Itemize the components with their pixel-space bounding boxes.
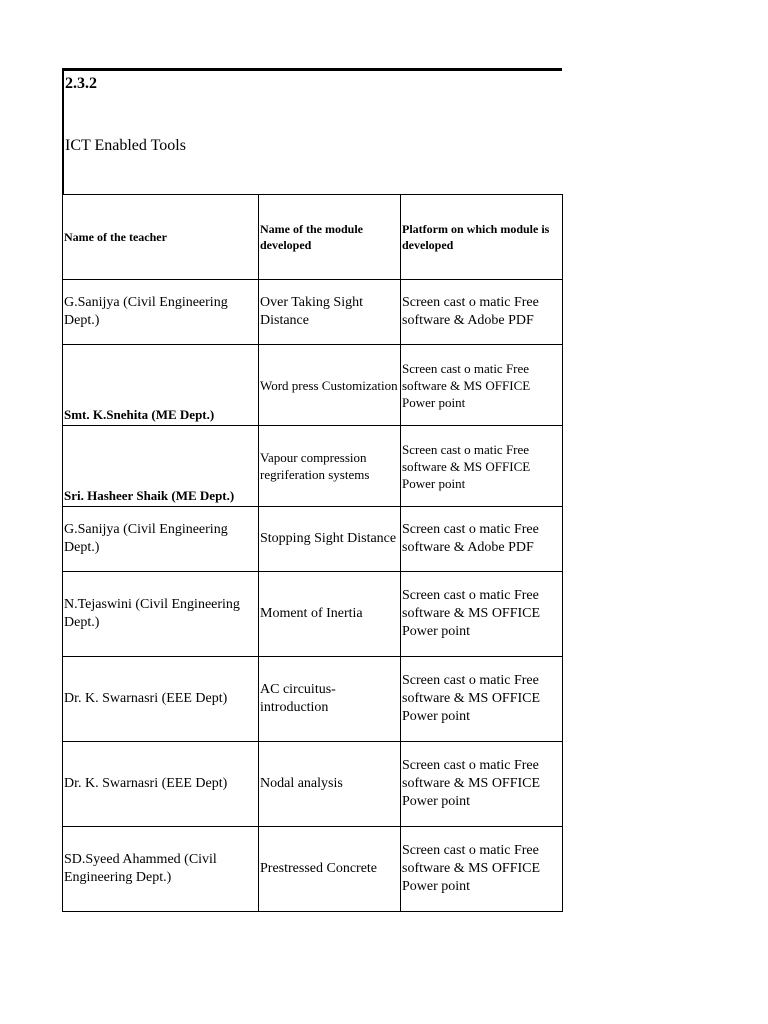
teacher-cell: Dr. K. Swarnasri (EEE Dept) xyxy=(63,657,259,742)
table-row xyxy=(63,572,563,657)
platform-cell: Screen cast o matic Free software & Adobe PDF xyxy=(401,507,563,572)
module-cell: AC circuitus-introduction xyxy=(259,657,401,742)
table-row xyxy=(63,345,563,426)
section-number: 2.3.2 xyxy=(65,75,97,92)
teacher-cell: SD.Syeed Ahammed (Civil Engineering Dept.) xyxy=(63,827,259,912)
teacher-cell: Sri. Hasheer Shaik (ME Dept.) xyxy=(63,426,259,507)
platform-cell: Screen cast o matic Free software & MS OFFICE Power point xyxy=(401,657,563,742)
column-header-teacher: Name of the teacher xyxy=(63,195,259,280)
table-row xyxy=(63,742,563,827)
table-row xyxy=(63,426,563,507)
module-cell: Moment of Inertia xyxy=(259,572,401,657)
module-cell: Prestressed Concrete xyxy=(259,827,401,912)
platform-cell: Screen cast o matic Free software & MS OFFICE Power point xyxy=(401,742,563,827)
teacher-cell: N.Tejaswini (Civil Engineering Dept.) xyxy=(63,572,259,657)
table-row xyxy=(63,827,563,912)
table-row xyxy=(63,280,563,345)
module-cell: Word press Customization xyxy=(259,345,401,426)
teacher-cell: G.Sanijya (Civil Engineering Dept.) xyxy=(63,280,259,345)
module-cell: Stopping Sight Distance xyxy=(259,507,401,572)
platform-cell: Screen cast o matic Free software & Adobe PDF xyxy=(401,280,563,345)
teacher-cell: G.Sanijya (Civil Engineering Dept.) xyxy=(63,507,259,572)
document-sheet xyxy=(62,68,562,912)
teacher-cell: Dr. K. Swarnasri (EEE Dept) xyxy=(63,742,259,827)
platform-cell: Screen cast o matic Free software & MS OFFICE Power point xyxy=(401,572,563,657)
module-cell: Vapour compression regriferation systems xyxy=(259,426,401,507)
module-cell: Over Taking Sight Distance xyxy=(259,280,401,345)
platform-cell: Screen cast o matic Free software & MS OFFICE Power point xyxy=(401,827,563,912)
section-header xyxy=(62,68,562,194)
column-header-module: Name of the module developed xyxy=(259,195,401,280)
section-title: ICT Enabled Tools xyxy=(65,137,186,154)
teacher-cell: Smt. K.Snehita (ME Dept.) xyxy=(63,345,259,426)
table-row xyxy=(63,657,563,742)
platform-cell: Screen cast o matic Free software & MS OFFICE Power point xyxy=(401,345,563,426)
module-cell: Nodal analysis xyxy=(259,742,401,827)
column-header-platform: Platform on which module is developed xyxy=(401,195,563,280)
table-row xyxy=(63,507,563,572)
platform-cell: Screen cast o matic Free software & MS OFFICE Power point xyxy=(401,426,563,507)
ict-tools-table xyxy=(62,194,563,912)
table-header-row xyxy=(63,195,563,280)
